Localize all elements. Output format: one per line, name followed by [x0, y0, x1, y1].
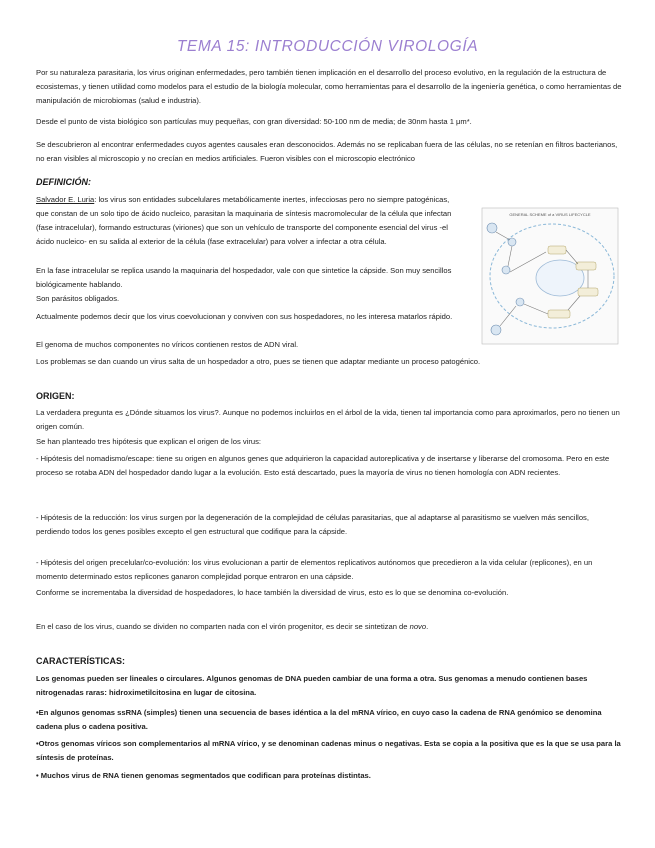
definicion-paragraph-5: El genoma de muchos componentes no víricos contienen restos de ADN viral. [36, 340, 299, 349]
novo-italic: novo [409, 622, 427, 631]
novo-text-start: En el caso de los virus, cuando se dividen no comparten nada con el virón progenitor, es decir se sintetizan de [36, 622, 410, 631]
origen-paragraph-1: La verdadera pregunta es ¿Dónde situamos los virus?. Aunque no podemos incluirlos en el árbol de la vida, tienen tal importancia como para aproximarlos, pero no tienen un origen común. [36, 408, 620, 431]
figure-title: GENERAL SCHEME of a VIRUS LIFECYCLE [509, 212, 591, 217]
caracteristicas-paragraph-3: •Otros genomas víricos son complementarios al mRNA vírico, y se denominan cadenas minus o negativas. Esta se copia a la positiva que es la que se usa para la síntesis de proteínas. [36, 739, 621, 762]
entry-icon [502, 266, 510, 274]
origen-heading: ORIGEN: [36, 391, 75, 401]
virus-lifecycle-figure [480, 206, 620, 346]
caracteristicas-paragraph-4: • Muchos virus de RNA tienen genomas segmentados que codifican para proteínas distintas. [36, 771, 371, 780]
replication-box [576, 262, 596, 270]
definicion-paragraph-1 [36, 193, 454, 249]
origen-paragraph-2: Se han planteado tres hipótesis que explican el origen de los virus: [36, 437, 262, 446]
intro-paragraph-1: Por su naturaleza parasitaria, los virus originan enfermedades, pero también tienen implicación en el desarrollo del proceso evolutivo, en la regulación de la estructura de ecosistemas, y tienen utilidad como modelos para el estudio de la biología molecular, como herramientas para el desarrollo de la ingeniería genética, o como herramientas de manipulación de microbiomas (salud e industria). [36, 68, 622, 105]
hipotesis-precelular: - Hipótesis del origen precelular/co-evolución: los virus evolucionan a partir de elementos replicativos autónomos que precedieron a la vida celular (replicones), en un momento determinado estos replicones ganaron complejidad porque entraron en una cápside. [36, 558, 593, 581]
hipotesis-nomadismo: - Hipótesis del nomadismo/escape: tiene su origen en algunos genes que adquirieron la capacidad autoreplicativa y de insertarse y liberarse del cromosoma. Pero en este proceso se rotaba ADN del hospedador dando lugar a la evolución. Esto está descartado, pues la mayoría de virus no tienen homología con ADN recientes. [36, 454, 610, 477]
hipotesis-reduccion: - Hipótesis de la reducción: los virus surgen por la degeneración de la complejidad de células parasitarias, que al adaptarse al parasitismo se vuelven más sencillos, perdiendo todos los genes posibles excepto el gen estructural que codifique para la cápside. [36, 513, 589, 536]
author-name: Salvador E. Luria [36, 195, 95, 204]
uncoating-box [548, 246, 566, 254]
intro-paragraph-2: Desde el punto de vista biológico son partículas muy pequeñas, con gran diversidad: 50-100 nm de media; de 30nm hasta 1 μm*. [36, 117, 472, 126]
release-icon [491, 325, 501, 335]
translation-box [578, 288, 598, 296]
definicion-paragraph-3: Son parásitos obligados. [36, 294, 120, 303]
caracteristicas-paragraph-1: Los genomas pueden ser lineales o circulares. Algunos genomas de DNA pueden cambiar de una forma a otra. Sus genomas a menudo contienen bases nitrogenadas raras: hidroximetilcitosina en lugar de citosina. [36, 674, 588, 697]
caracteristicas-heading: CARACTERÍSTICAS: [36, 656, 125, 666]
maturation-box [548, 310, 570, 318]
virion-icon [487, 223, 497, 233]
intro-paragraph-3: Se descubrieron al encontrar enfermedades cuyos agentes causales eran desconocidos. Además no se replicaban fuera de las células, no se retenían en filtros bacterianos, no eran visibles al microscopio y no crecían en medios artificiales. Fueron visibles con el microscopio electrónico [36, 140, 618, 163]
definicion-paragraph-2: En la fase intracelular se replica usando la maquinaria del hospedador, vale con que sintetice la cápside. Son muy sencillos biológicamente hablando. [36, 266, 452, 289]
origen-paragraph-coevolucion: Conforme se incrementaba la diversidad de hospedadores, lo hace también la diversidad de virus, esto es lo que se denomina co-evolución. [36, 588, 509, 597]
page-title: TEMA 15: INTRODUCCIÓN VIROLOGÍA [176, 38, 479, 55]
definicion-paragraph-6: Los problemas se dan cuando un virus salta de un hospedador a otro, pues se tienen que adaptar mediante un proceso patogénico. [36, 357, 481, 366]
assembly-icon [516, 298, 524, 306]
caracteristicas-paragraph-2: •En algunos genomas ssRNA (simples) tienen una secuencia de bases idéntica a la del mRNA vírico, en cuyo caso la cadena de RNA genómico se denomina cadena plus o cadena positiva. [36, 708, 602, 731]
definicion-text: : los virus son entidades subcelulares metabólicamente inertes, infecciosas pero no siempre patogénicas, que constan de un solo tipo de ácido nucleico, parasitan la maquinaria de síntesis macromolecular de la célula que infectan (fase intracelular), formando estructuras (viriones) que son un vehículo de transporte del componente esencial del virus -el ácido nucleico- en su salida al exterior de la célula (fase extracelular) para volver a infectar a otra célula. [36, 195, 452, 246]
definicion-paragraph-4: Actualmente podemos decir que los virus coevolucionan y conviven con sus hospedadores, no les interesa matarlos rápido. [36, 312, 453, 321]
origen-paragraph-novo [36, 620, 622, 634]
novo-text-end: . [426, 622, 429, 631]
definicion-heading: DEFINICIÓN: [36, 177, 91, 187]
